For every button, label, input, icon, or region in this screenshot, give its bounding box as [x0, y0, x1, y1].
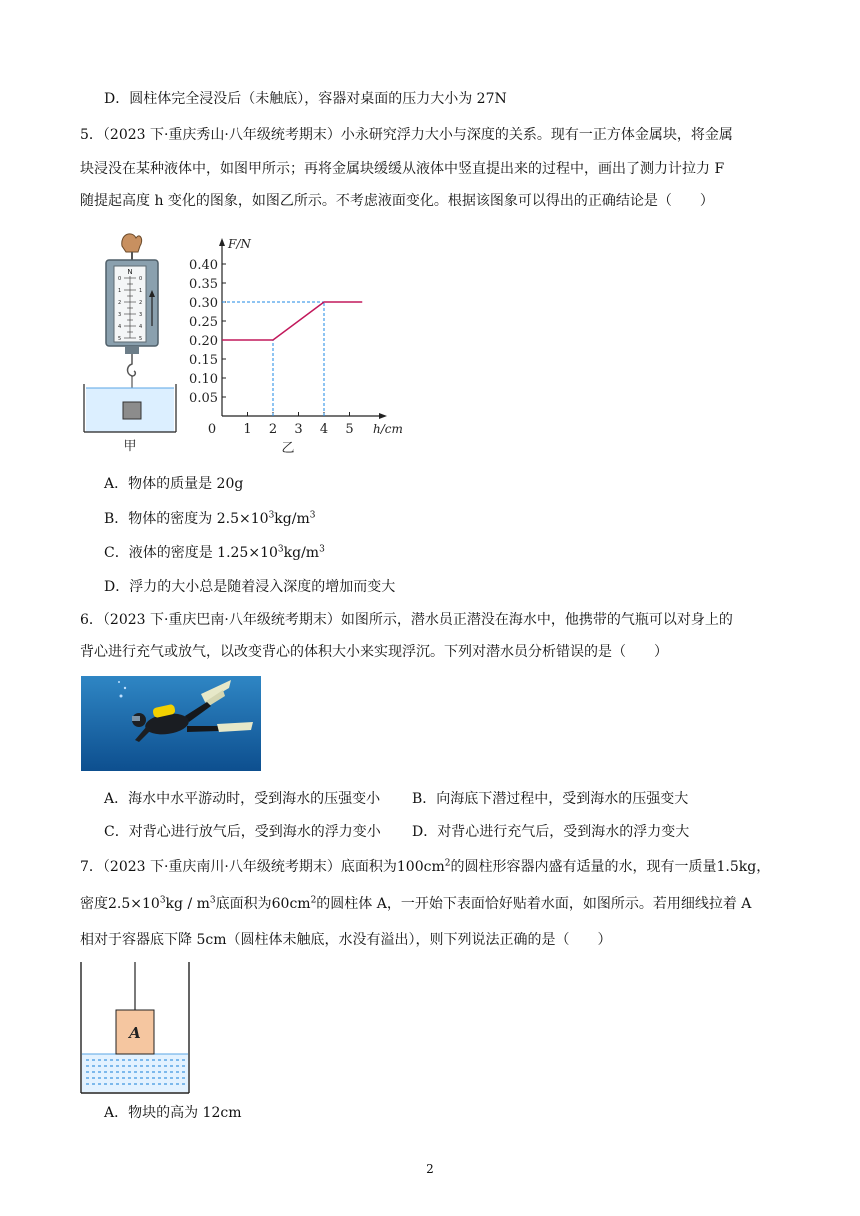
- svg-text:3: 3: [118, 312, 122, 318]
- q7-stem-line2: 密度$2.5\times 10^3kg / m^3$底面积为$60cm^2$的圆柱体 A，一开始下表面恰好贴着水面，如图所示。若用细线拉着 A: [80, 895, 752, 912]
- x-tick-label: 3: [294, 422, 303, 437]
- y-tick-label: 0.15: [189, 353, 218, 368]
- svg-text:0: 0: [118, 276, 122, 282]
- y-tick-label: 0.10: [189, 372, 218, 387]
- svg-text:4: 4: [139, 324, 143, 330]
- q4-option-d: D．圆柱体完全浸没后（未触底），容器对桌面的压力大小为 27N: [104, 91, 507, 107]
- spring-scale-figure: [80, 228, 180, 458]
- q7-stem-line1: 7．（2023 下·重庆南川·八年级统考期末）底面积为$100cm^2$的圆柱形容器内盛有适量的水，现有一质量1.5kg，: [80, 858, 771, 875]
- q6-option-a: A．海水中水平游动时，受到海水的压强变小: [104, 791, 381, 807]
- svg-text:1: 1: [139, 288, 143, 294]
- x-tick-label: 5: [345, 422, 354, 437]
- svg-text:5: 5: [118, 336, 122, 342]
- metal-block: [123, 402, 141, 419]
- svg-text:N: N: [127, 268, 133, 276]
- q5-option-d: D．浮力的大小总是随着浸入深度的增加而变大: [104, 579, 396, 595]
- figure-label-jia: 甲: [123, 439, 137, 454]
- q5-stem-line3: 随提起高度 h 变化的图象，如图乙所示。不考虑液面变化。根据该图象可以得出的正确结论是（ ）: [80, 193, 714, 209]
- svg-text:0: 0: [139, 276, 143, 282]
- x-tick-label: 1: [243, 422, 252, 437]
- q5-option-a: A．物体的质量是 20g: [104, 476, 244, 492]
- svg-text:2: 2: [118, 300, 122, 306]
- y-axis-label: F/N: [228, 237, 251, 251]
- container-figure: [78, 962, 194, 1096]
- x-tick-label: 4: [319, 422, 329, 437]
- q6-stem-line1: 6．（2023 下·重庆巴南·八年级统考期末）如图所示，潜水员正潜没在海水中，他携带的气瓶可以对身上的: [80, 612, 733, 628]
- q7-option-a: A．物块的高为 12cm: [104, 1105, 242, 1121]
- x-axis-arrow: [379, 413, 387, 419]
- q6-stem-line2: 背心进行充气或放气，以改变背心的体积大小来实现浮沉。下列对潜水员分析错误的是（ ）: [80, 644, 668, 660]
- diver-photo: [81, 676, 261, 771]
- svg-text:1: 1: [118, 288, 122, 294]
- series-line: [222, 302, 362, 340]
- x-tick-label: 2: [268, 422, 278, 437]
- q6-option-d: D．对背心进行充气后，受到海水的浮力变大: [412, 824, 690, 840]
- q5-option-b: B．物体的密度为 $2.5\times 10^3kg/m^3$: [104, 510, 316, 527]
- figure-label-yi: 乙: [281, 441, 295, 456]
- y-tick-label: 0.30: [189, 296, 218, 311]
- q7-stem-line3: 相对于容器底下降 5cm（圆柱体未触底，水没有溢出），则下列说法正确的是（ ）: [80, 932, 612, 948]
- q5-stem-line1: 5．（2023 下·重庆秀山·八年级统考期末）小永研究浮力大小与深度的关系。现有一正方体金属块，将金属: [80, 127, 733, 143]
- y-tick-label: 0.25: [189, 315, 218, 330]
- hand-icon: [122, 234, 142, 252]
- x-axis-label: h/cm: [373, 422, 403, 436]
- svg-text:5: 5: [139, 336, 143, 342]
- svg-text:3: 3: [139, 312, 143, 318]
- y-tick-label: 0.40: [189, 258, 218, 273]
- y-tick-label: 0.05: [189, 391, 218, 406]
- y-tick-label: 0.35: [189, 277, 218, 292]
- q5-stem-line2: 块浸没在某种液体中，如图甲所示；再将金属块缓缓从液体中竖直提出来的过程中，画出了测力计拉力 F: [80, 161, 725, 177]
- svg-text:2: 2: [139, 300, 143, 306]
- y-tick-label: 0.20: [189, 334, 218, 349]
- svg-text:4: 4: [118, 324, 122, 330]
- q6-option-b: B．向海底下潜过程中，受到海水的压强变大: [412, 791, 689, 807]
- cylinder-a-label: A: [129, 1024, 141, 1042]
- q6-option-c: C．对背心进行放气后，受到海水的浮力变小: [104, 824, 381, 840]
- x-tick-label: 0: [207, 422, 217, 437]
- force-height-chart: [188, 234, 413, 458]
- page-number: 2: [426, 1162, 434, 1176]
- q5-option-c: C．液体的密度是 $1.25\times 10^3kg/m^3$: [104, 544, 325, 561]
- y-axis-arrow: [219, 238, 225, 246]
